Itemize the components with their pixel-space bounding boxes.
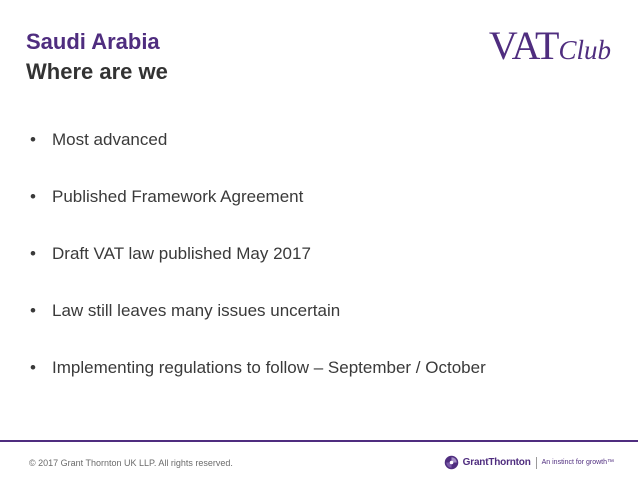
grant-thornton-name: GrantThornton [462,457,531,468]
vatclub-logo-vat: VAT [488,23,559,68]
bullet-dot-icon: • [30,358,36,377]
bullet-text: Published Framework Agreement [52,187,304,206]
bullet-text: Most advanced [52,130,168,149]
bullet-item [30,242,486,299]
bullet-text: Draft VAT law published May 2017 [52,244,311,263]
slide-title-subtitle: Where are we [26,59,168,84]
bullet-text: Law still leaves many issues uncertain [52,301,341,320]
logo-divider [536,457,537,469]
bullet-dot-icon: • [30,130,36,149]
vatclub-logo [489,22,611,69]
slide-title-country: Saudi Arabia [26,29,160,54]
copyright-notice: © 2017 Grant Thornton UK LLP. All rights reserved. [29,458,233,468]
bullet-item [30,185,486,242]
vatclub-logo-club: Club [558,35,611,65]
bullet-dot-icon: • [30,301,36,320]
grant-thornton-tagline: An instinct for growth™ [541,459,614,466]
bullet-item [30,299,486,356]
bullet-dot-icon: • [30,244,36,263]
bullet-dot-icon: • [30,187,36,206]
bullet-text: Implementing regulations to follow – September / October [52,358,486,377]
slide-title [26,27,168,87]
bullet-list [30,128,486,413]
grant-thornton-mark-icon [444,455,459,470]
bullet-item [30,356,486,413]
bullet-item [30,128,486,185]
footer-divider [0,440,638,442]
grant-thornton-logo [444,455,614,470]
